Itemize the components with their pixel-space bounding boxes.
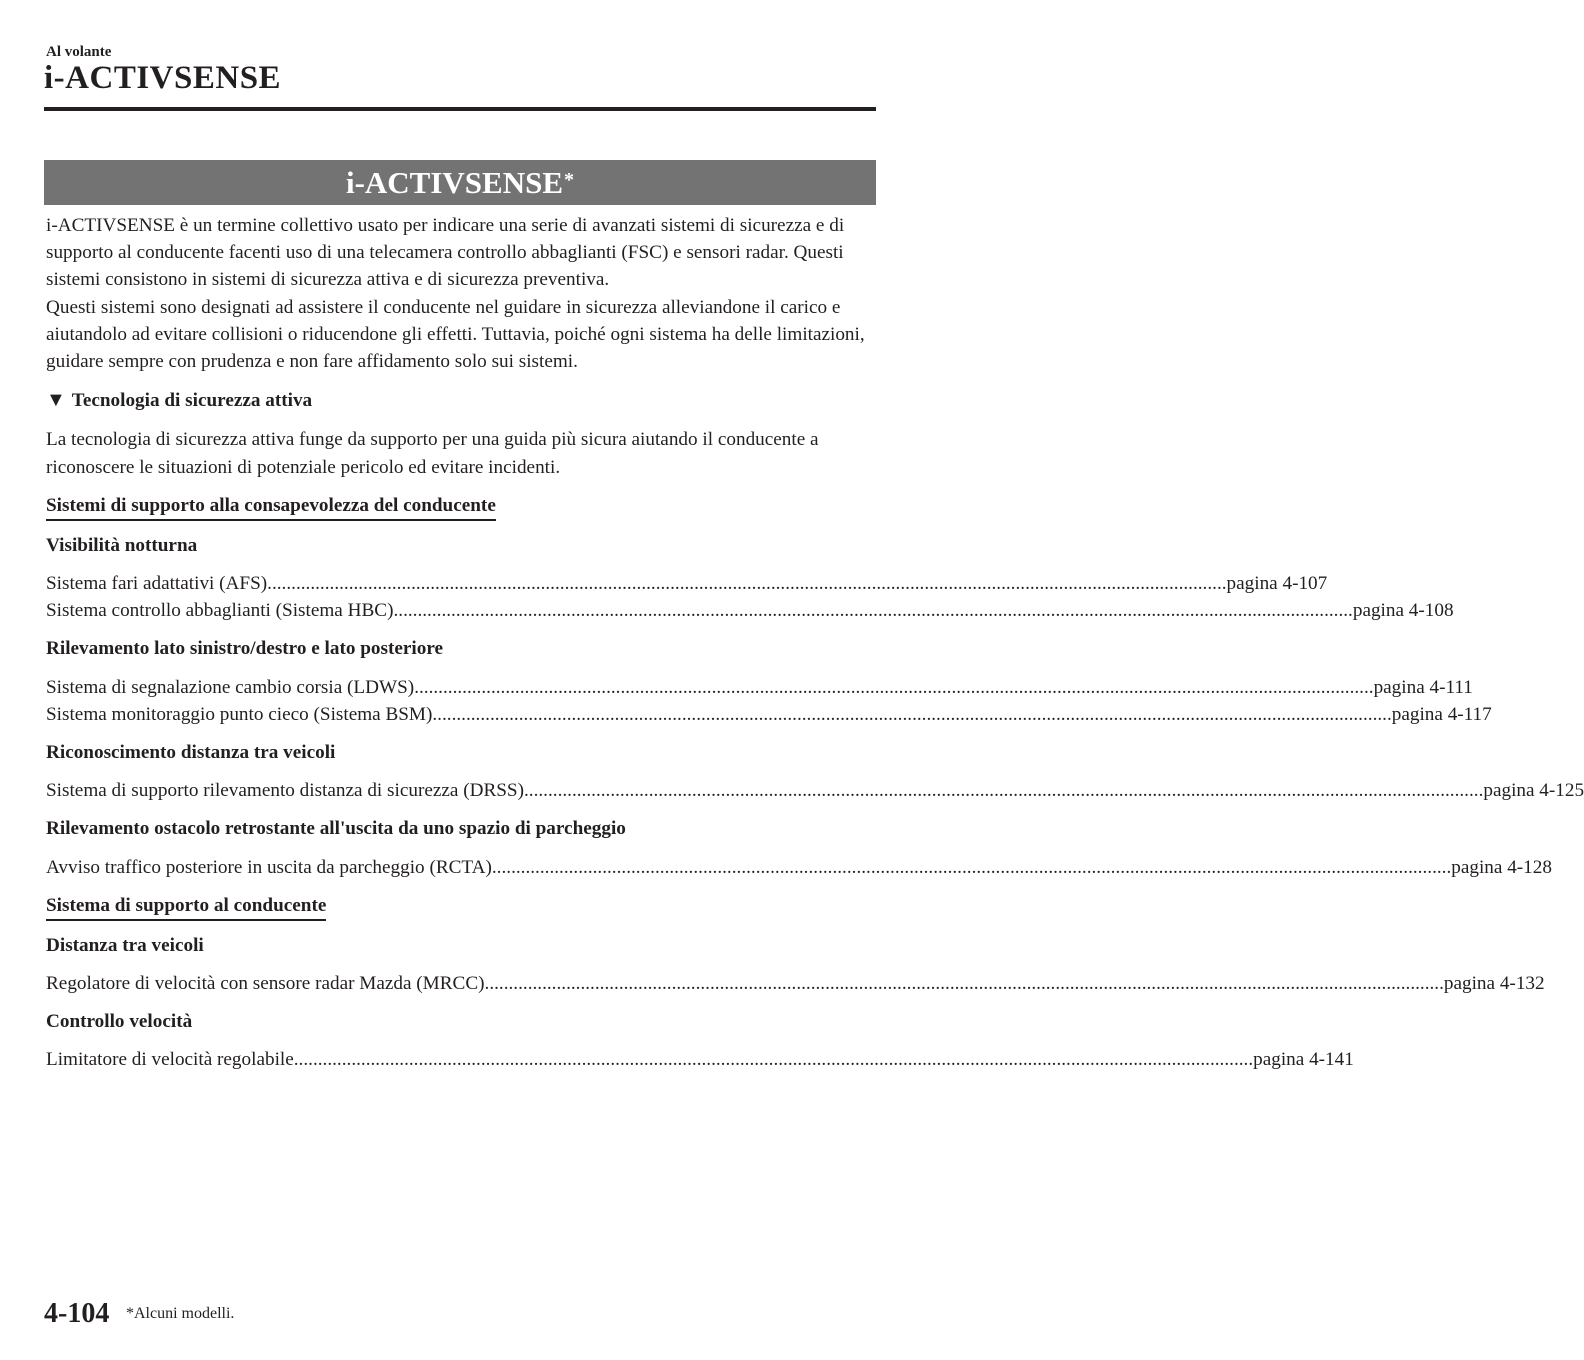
active-safety-text: La tecnologia di sicurezza attiva funge da supporto per una guida più sicura aiutando il conducente a riconoscere le situazioni di potenziale pericolo ed evitare incidenti. [46,429,819,478]
footnote: *Alcuni modelli. [126,1305,235,1322]
toc-entry [46,597,1454,624]
toc-entry-page: pagina 4-141 [1253,1049,1354,1071]
section-label: Al volante [46,44,112,60]
toc-entry-label: Sistema fari adattativi (AFS) [46,573,268,595]
toc-entry-page: pagina 4-111 [1373,676,1473,698]
intro-paragraph: Questi sistemi sono designati ad assistere il conducente nel guidare in sicurezza alleviandone il carico e aiutandolo ad evitare collisioni o riducendone gli effetti. Tuttavia, poiché ogni sistema ha delle limitazioni, guidare sempre con prudenza e non fare affidamento solo sui sistemi. [46,296,865,373]
page-number: 4-104 [44,1298,110,1329]
toc-entry [46,777,1584,804]
subsection-heading: Visibilità notturna [46,534,198,556]
toc-entry-page: pagina 4-125 [1483,780,1584,802]
toc-entry-page: pagina 4-128 [1451,856,1552,878]
active-safety-heading-text: Tecnologia di sicurezza attiva [71,390,313,412]
toc-entry-label: Sistema di supporto rilevamento distanza di sicurezza (DRSS) [46,780,524,802]
group-title: Sistema di supporto al conducente [46,893,326,921]
toc-leader-dots: ........................................................................................................................................................................................................ [491,856,1452,878]
toc-leader-dots: ........................................................................................................................................................................................................ [523,780,1484,802]
toc-leader-dots: ........................................................................................................................................................................................................ [293,1049,1254,1071]
toc-entry-page: pagina 4-132 [1443,973,1545,995]
toc-entry-page: pagina 4-108 [1352,600,1454,622]
triangle-marker-icon: ▼ [46,389,66,412]
subsection-heading: Rilevamento ostacolo retrostante all'uscita da uno spazio di parcheggio [46,818,626,840]
title-banner [44,160,876,205]
toc-entry [46,570,1328,597]
chapter-rule [44,107,876,111]
toc-entry-page: pagina 4-107 [1226,573,1328,595]
some-models-mark: * [564,169,575,191]
subsection-heading: Distanza tra veicoli [46,934,204,956]
toc-entry-label: Sistema di segnalazione cambio corsia (LDWS) [46,676,415,698]
intro-paragraph: i-ACTIVSENSE è un termine collettivo usato per indicare una serie di avanzati sistemi di sicurezza e di supporto al conducente facenti uso di una telecamera controllo abbaglianti (FSC) e sensori radar. Questi sistemi consistono in sistemi di sicurezza attiva e di sicurezza preventiva. [46,215,845,291]
toc-entry-page: pagina 4-117 [1391,703,1492,725]
toc-leader-dots: ........................................................................................................................................................................................................ [393,600,1353,622]
subsection-heading: Riconoscimento distanza tra veicoli [46,742,336,764]
banner-title: i-ACTIVSENSE [345,164,564,200]
toc-entry-label: Regolatore di velocità con sensore radar Mazda (MRCC) [46,973,485,995]
toc-entry-label: Sistema monitoraggio punto cieco (Sistema BSM) [46,703,433,725]
page-content [46,212,1584,1074]
subsection-heading: Rilevamento lato sinistro/destro e lato posteriore [46,638,444,660]
toc-leader-dots: ........................................................................................................................................................................................................ [414,676,1374,698]
toc-entry [46,1046,1354,1073]
chapter-title: i-ACTIVSENSE [44,60,282,96]
toc-entry-label: Sistema controllo abbaglianti (Sistema HBC) [46,600,394,622]
toc-entry-label: Limitatore di velocità regolabile [46,1049,294,1071]
toc-entry [46,701,1492,728]
toc-leader-dots: ........................................................................................................................................................................................................ [484,973,1444,995]
toc-entry [46,970,1545,997]
active-safety-heading [46,387,876,414]
toc-entry [46,854,1552,881]
group-title: Sistemi di supporto alla consapevolezza del conducente [46,493,496,521]
toc-leader-dots: ........................................................................................................................................................................................................ [432,703,1392,725]
toc-leader-dots: ........................................................................................................................................................................................................ [267,573,1227,595]
toc-entry [46,674,1473,701]
subsection-heading: Controllo velocità [46,1011,193,1033]
toc-entry-label: Avviso traffico posteriore in uscita da parcheggio (RCTA) [46,856,492,878]
